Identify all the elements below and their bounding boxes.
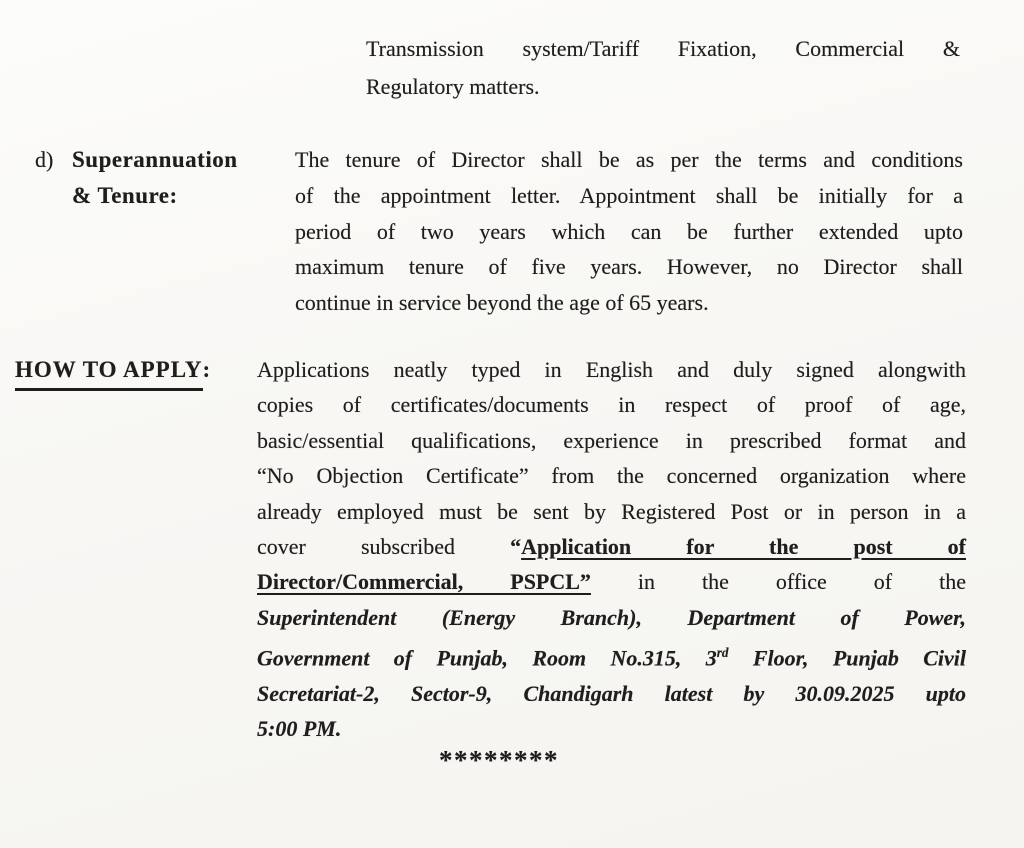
- list-item-marker: d): [35, 147, 54, 172]
- how-to-apply-label: HOW TO APPLY: [15, 352, 203, 391]
- end-separator: ********: [439, 745, 559, 775]
- text-segment: Floor, Punjab Civil: [728, 645, 966, 671]
- text-segment: Transmission system/Tariff Fixation, Commercial &: [366, 36, 960, 61]
- continuation-paragraph: [366, 30, 960, 106]
- text-line: [257, 529, 966, 564]
- tenure-heading: [72, 142, 238, 214]
- text-segment: Regulatory matters.: [366, 74, 540, 99]
- how-to-apply-colon: :: [202, 357, 211, 382]
- text-segment: already employed must be sent by Registered Post or in person in a: [257, 498, 966, 524]
- text-line: [257, 600, 966, 635]
- text-line: [257, 711, 966, 746]
- text-segment: Applications neatly typed in English and duly signed alongwith: [257, 357, 966, 382]
- how-to-apply-paragraph: [257, 352, 966, 747]
- text-line: [295, 249, 963, 285]
- text-segment: copies of certificates/documents in respect of proof of age,: [257, 392, 966, 418]
- text-segment: of the appointment letter. Appointment shall be initially for a: [295, 182, 963, 208]
- text-line: [257, 494, 966, 529]
- tenure-paragraph: [295, 142, 963, 321]
- text-segment: 5:00 PM.: [257, 716, 342, 742]
- text-segment: maximum tenure of five years. However, no Director shall: [295, 254, 963, 280]
- text-line: [257, 352, 966, 387]
- text-segment: Secretariat-2, Sector-9, Chandigarh latest by 30.09.2025 upto: [257, 680, 966, 706]
- text-segment: Superintendent (Energy Branch), Department of Power,: [257, 604, 966, 630]
- text-segment: basic/essential qualifications, experience in prescribed format and: [257, 427, 966, 453]
- text-segment: Government of Punjab, Room No.315, 3: [257, 645, 717, 671]
- text-line: [257, 458, 966, 493]
- text-line: [366, 30, 960, 68]
- text-segment: “No Objection Certificate” from the concerned organization where: [257, 463, 966, 489]
- text-segment: Application for the post of: [521, 534, 966, 560]
- text-segment: in the office of the: [590, 569, 967, 595]
- text-segment: rd: [716, 645, 729, 661]
- text-segment: “: [510, 534, 522, 560]
- text-segment: period of two years which can be further extended upto: [295, 218, 963, 244]
- text-line: [257, 676, 966, 711]
- how-to-apply-heading: [15, 352, 210, 391]
- tenure-heading-line1: Superannuation: [72, 147, 238, 172]
- text-segment: Director/Commercial, PSPCL”: [257, 569, 591, 595]
- text-line: [257, 423, 966, 458]
- text-segment: The tenure of Director shall be as per the terms and conditions: [295, 147, 963, 172]
- text-segment: cover subscribed: [257, 534, 511, 560]
- text-line: [295, 142, 963, 178]
- text-line: [257, 387, 966, 422]
- text-line: [257, 564, 966, 599]
- text-line: [295, 214, 963, 250]
- text-line: [366, 68, 960, 106]
- tenure-heading-line2: & Tenure:: [72, 183, 178, 208]
- text-segment: continue in service beyond the age of 65 years.: [295, 290, 709, 316]
- text-line: [295, 178, 963, 214]
- text-line: [295, 285, 963, 321]
- text-line: [257, 635, 966, 676]
